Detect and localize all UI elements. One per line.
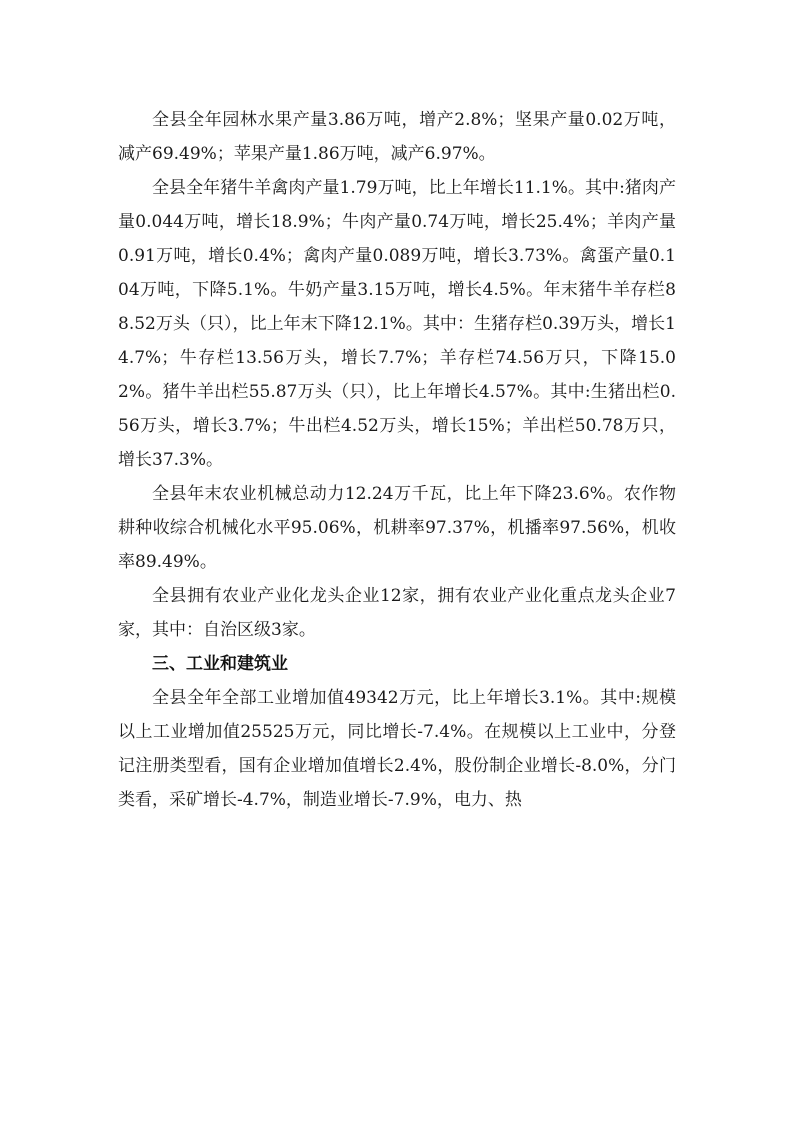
paragraph-meat-livestock: 全县全年猪牛羊禽肉产量1.79万吨，比上年增长11.1%。其中:猪肉产量0.044万吨，增长18.9%；牛肉产量0.74万吨，增长25.4%；羊肉产量0.91万吨，增长0.4%；禽肉产量0.089万吨，增长3.73%。禽蛋产量0.104万吨，下降5.1%。牛奶产量3.15万吨，增长4.5%。年末猪牛羊存栏88.52万头（只），比上年末下降12.1%。其中：生猪存栏0.39万头，增长14.7%；牛存栏13.56万头，增长7.7%；羊存栏74.56万只，下降15.02%。猪牛羊出栏55.87万头（只），比上年增长4.57%。其中:生猪出栏0.56万头，增长3.7%；牛出栏4.52万头，增长15%；羊出栏50.78万只，增长37.3%。: [118, 178, 676, 470]
paragraph-agri-machinery: 全县年末农业机械总动力12.24万千瓦，比上年下降23.6%。农作物耕种收综合机械化水平95.06%，机耕率97.37%，机播率97.56%，机收率89.49%。: [118, 484, 676, 572]
paragraph-leading-enterprises: 全县拥有农业产业化龙头企业12家，拥有农业产业化重点龙头企业7家，其中：自治区级3家。: [118, 586, 676, 640]
section-heading-industry: 三、工业和建筑业: [152, 654, 288, 674]
paragraph-fruit-output: 全县全年园林水果产量3.86万吨，增产2.8%；坚果产量0.02万吨，减产69.49%；苹果产量1.86万吨，减产6.97%。: [118, 110, 676, 164]
paragraph-industry-value-added: 全县全年全部工业增加值49342万元，比上年增长3.1%。其中:规模以上工业增加值25525万元，同比增长-7.4%。在规模以上工业中，分登记注册类型看，国有企业增加值增长2.4%，股份制企业增长-8.0%，分门类看，采矿增长-4.7%，制造业增长-7.9%，电力、热: [118, 688, 676, 810]
document-body: [118, 103, 676, 817]
